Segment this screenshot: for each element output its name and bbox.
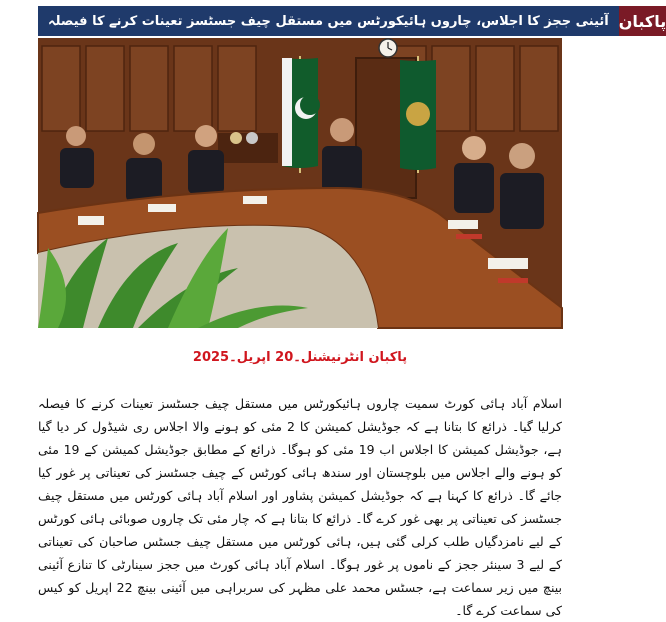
article-body: [38, 392, 562, 622]
brand-logo: [619, 6, 666, 36]
headline-text: آئینی ججز کا اجلاس، چاروں ہائیکورٹس میں مستقل چیف جسٹسز تعینات کرنے کا فیصلہ: [48, 13, 609, 29]
header: [38, 6, 666, 36]
brand-name: پاکبان: [618, 11, 666, 31]
dateline: پاکبان انٹرنیشنل۔20 اپریل۔2025: [192, 350, 408, 365]
flag-pakistan: [282, 56, 320, 173]
headline-bar: [38, 6, 619, 36]
article-paragraph: اسلام آباد ہائی کورٹ سمیت چاروں ہائیکورٹس میں مستقل چیف جسٹسز تعینات کرنے کا فیصلہ کرلیا گیا۔ ذرائع کا بتانا ہے کہ جوڈیشل کمیشن کا 2 مئی کو ہونے والا اجلاس ری شیڈول کر دیا گیا ہے، جوڈیشل کمیشن کا اجلاس اب 19 مئی کو ہوگا۔ ذرائع کے مطابق جوڈیشل کمیشن کے 19 مئی کو ہونے والے اجلاس میں بلوچستان اور سندھ ہائی کورٹس کے چیف جسٹسز کی تعیناتی پر غور کیا جائے گا۔ ذرائع کا کہنا ہے کہ جوڈیشل کمیشن پشاور اور اسلام آباد ہائی کورٹس میں مستقل چیف جسٹسز کی تعیناتی پر بھی غور کرے گا۔ ذرائع کا بتانا ہے کہ چار مئی تک چاروں صوبائی ہائی کورٹس کے لیے نامزدگیاں طلب کرلی گئی ہیں، ہائی کورٹس میں مستقل چیف جسٹس صاحبان کی تعیناتی کے لیے 3 سینئر ججز کے ناموں پر غور ہوگا۔ اسلام آباد ہائی کورٹ میں ججز سینارٹی کا تنازع آئینی بینچ میں زیر سماعت ہے، جسٹس محمد علی مظہر کی سربراہی میں آئینی بینچ 22 اپریل کو کیس کی سماعت کرے گا۔: [38, 396, 563, 618]
news-photo: [38, 38, 562, 328]
flag-court: [400, 56, 436, 173]
meeting-room-illustration: [38, 38, 562, 328]
